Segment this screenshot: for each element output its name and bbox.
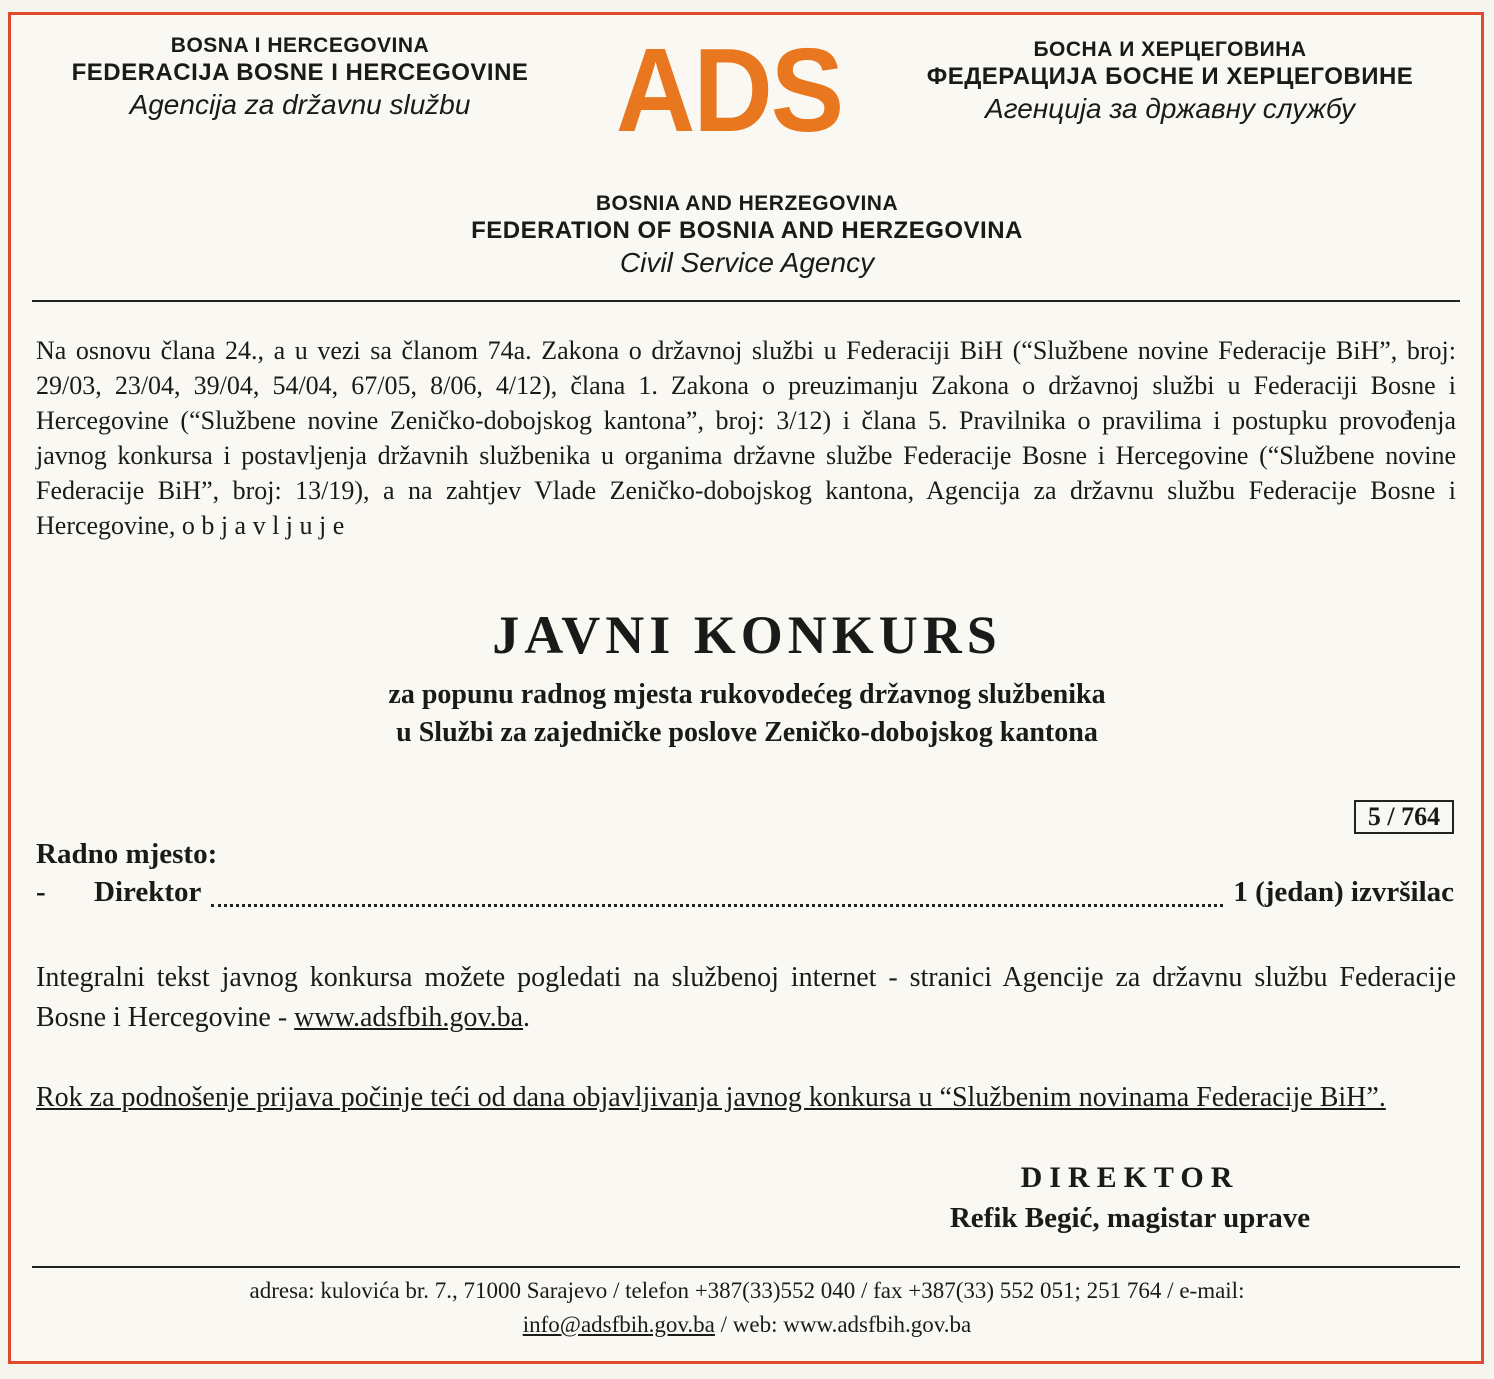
leader-dots — [211, 896, 1223, 907]
header-country-cyrillic: БОСНА И ХЕРЦЕГОВИНА — [1033, 38, 1307, 61]
header-divider — [32, 300, 1460, 302]
footer-divider — [32, 1266, 1460, 1268]
header-federation-cyrillic: ФЕДЕРАЦИЈА БОСНЕ И ХЕРЦЕГОВИНЕ — [926, 63, 1414, 90]
header-latin — [30, 34, 570, 122]
header-country-english: BOSNIA AND HERZEGOVINA — [595, 192, 899, 215]
subtitle-line-2: u Službi za zajedničke poslove Zeničko-dobojskog kantona — [396, 717, 1098, 748]
position-dash: - — [36, 876, 46, 908]
signature-title: DIREKTOR — [1020, 1161, 1240, 1194]
position-row — [36, 876, 1454, 916]
footer-line-2 — [0, 1308, 1494, 1342]
deadline-paragraph: Rok za podnošenje prijava počinje teći od dana objavljivanja javnog konkursa u “Službenim novinama Federacije BiH”. — [36, 1082, 1386, 1113]
ads-logo-text: ADS — [615, 24, 843, 157]
header-agency-english: Civil Service Agency — [619, 247, 875, 278]
header-cyrillic — [880, 38, 1460, 126]
integral-text: Integralni tekst javnog konkursa možete pogledati na službenoj internet - stranici Agencije za državnu službu Federacije Bosne i Hercegovine - — [36, 962, 1456, 1033]
intro-paragraph: Na osnovu člana 24., a u vezi sa članom 74a. Zakona o državnoj službi u Federaciji BiH (“Službene novine Federacije BiH”, broj: 29/03, 23/04, 39/04, 54/04, 67/05, 8/06, 4/12), člana 1. Zakona o preuzimanju Zakona o državnoj službi u Federaciji Bosne i Hercegovine (“Službene novine Zeničko-dobojskog kantona”, broj: 3/12) i člana 5. Pravilnika o pravilima i postupku provođenja javnog konkursa i postavljenja državnih službenika u organima državne službe Federacije Bosne i Hercegovine (“Službene novine Federacije BiH”, broj: 13/19), a na zahtjev Vlade Zeničko-dobojskog kantona, Agencija za državnu službu Federacije Bosne i Hercegovine, o b j a v l j u j e — [36, 336, 1456, 540]
header-english — [300, 192, 1194, 280]
notice-subtitle — [0, 676, 1494, 752]
position-name: Direktor — [94, 876, 202, 908]
header-federation-latin: FEDERACIJA BOSNE I HERCEGOVINE — [71, 59, 529, 86]
header-country-latin: BOSNA I HERCEGOVINA — [170, 34, 430, 57]
ads-logo — [598, 24, 860, 157]
footer-contact — [0, 1274, 1494, 1342]
website-link[interactable]: www.adsfbih.gov.ba — [294, 1002, 524, 1033]
integral-end: . — [523, 1002, 531, 1033]
signature-name: Refik Begić, magistar uprave — [949, 1202, 1311, 1234]
notice-title: JAVNI KONKURS — [492, 605, 1002, 665]
position-heading: Radno mjesto: — [36, 838, 218, 870]
reference-number: 5 / 764 — [1354, 800, 1454, 834]
header-federation-english: FEDERATION OF BOSNIA AND HERZEGOVINA — [471, 217, 1023, 244]
integral-text-paragraph — [36, 958, 1456, 1038]
position-count: 1 (jedan) izvršilac — [1233, 876, 1454, 908]
header-agency-cyrillic: Агенција за државну службу — [985, 93, 1355, 124]
footer-address: adresa: kulovića br. 7., 71000 Sarajevo / telefon +387(33)552 040 / fax +387(33) 552 051; 251 764 / e-mail: — [249, 1278, 1245, 1303]
subtitle-line-1: za popunu radnog mjesta rukovodećeg državnog službenika — [388, 679, 1106, 710]
header-agency-latin: Agencija za državnu službu — [129, 89, 471, 120]
footer-web: / web: www.adsfbih.gov.ba — [714, 1312, 972, 1337]
footer-email-link[interactable]: info@adsfbih.gov.ba — [522, 1312, 715, 1337]
